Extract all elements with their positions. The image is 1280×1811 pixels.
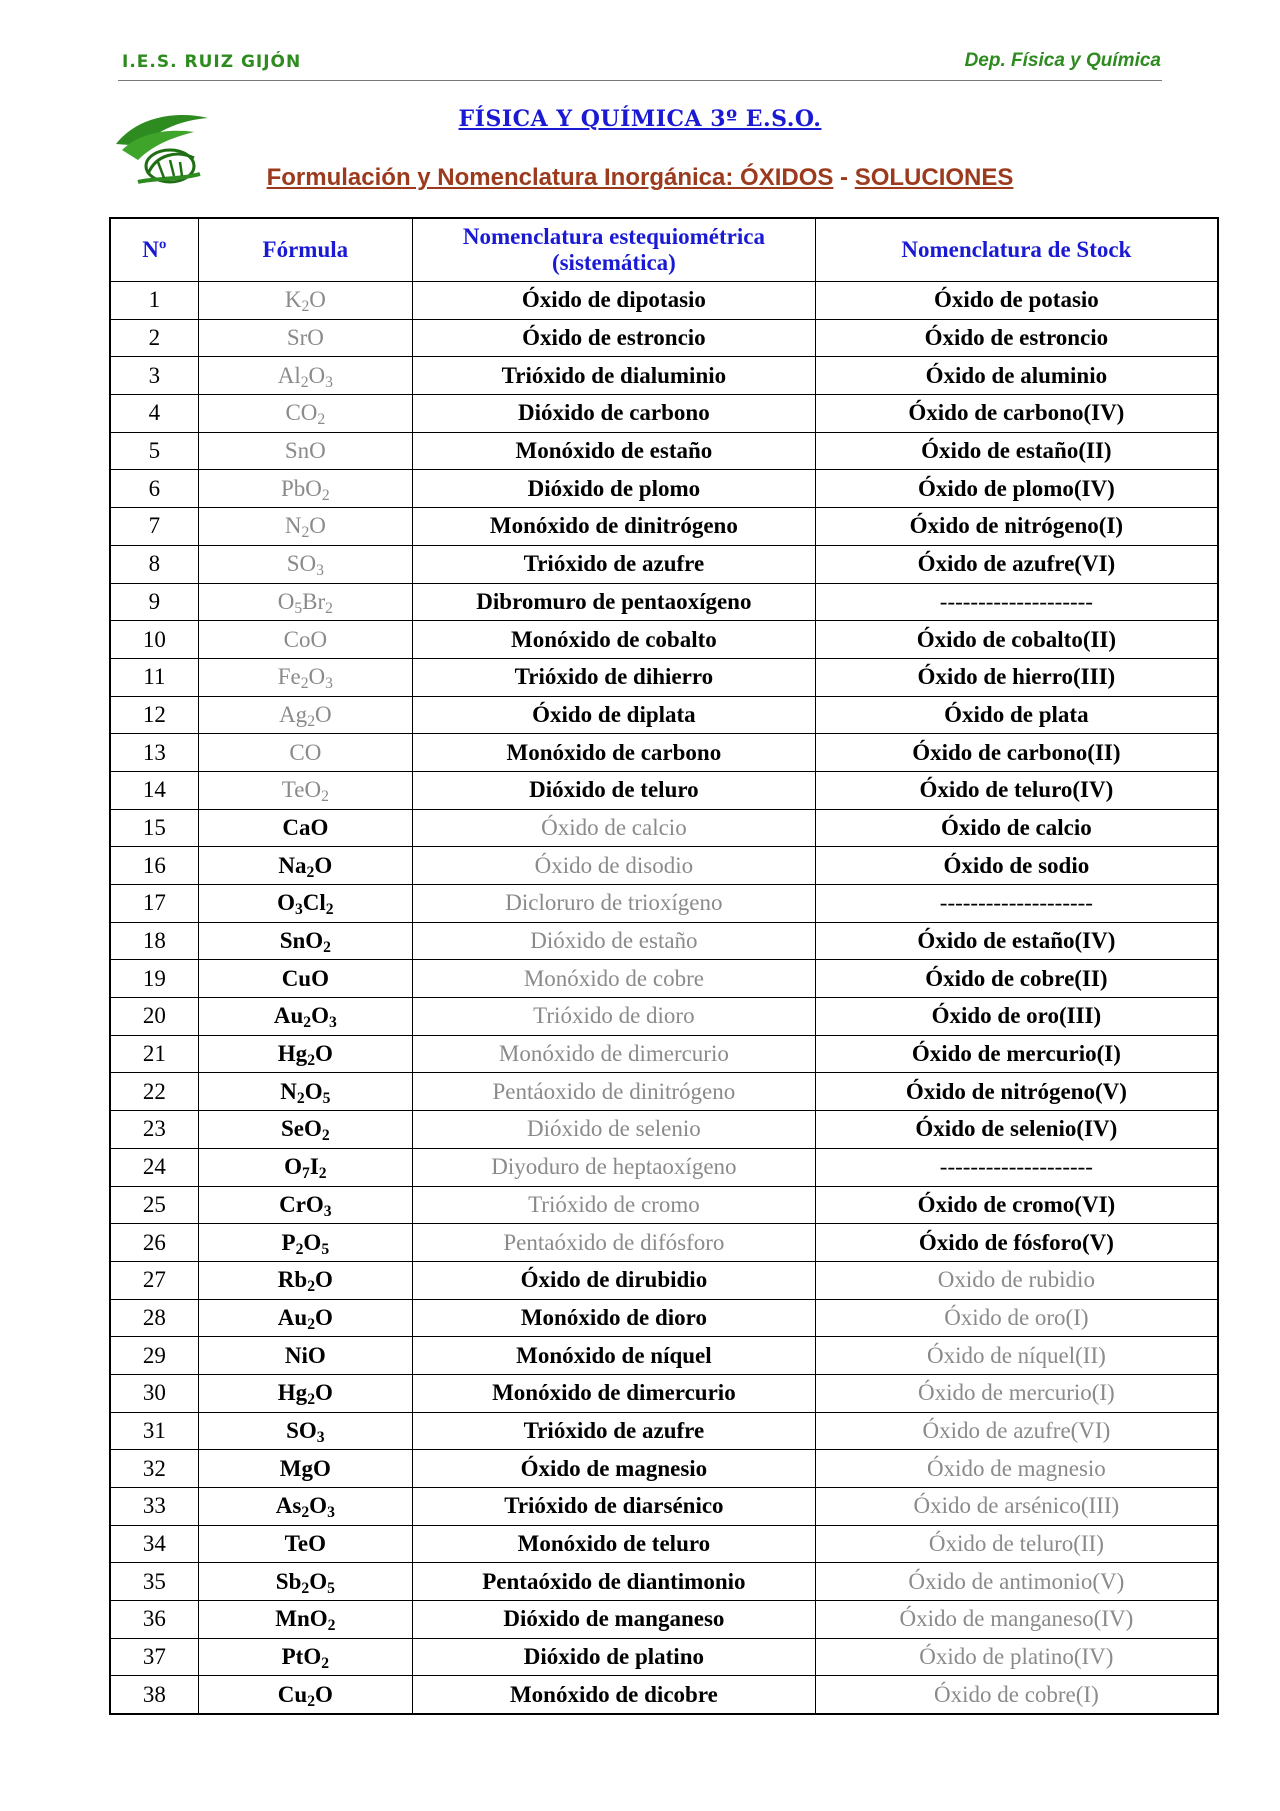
- row-systematic-name: Monóxido de carbono: [413, 734, 816, 772]
- row-formula: $As_2O_3$: [198, 1488, 412, 1526]
- row-systematic-name: Dióxido de estaño: [413, 922, 816, 960]
- row-stock-name: Oxido de rubidio: [815, 1261, 1218, 1299]
- row-number: 30: [110, 1374, 198, 1412]
- row-systematic-name: Monóxido de dioro: [413, 1299, 816, 1337]
- row-formula: $P_2O_5$: [198, 1224, 412, 1262]
- table-row: [110, 847, 1218, 885]
- row-number: 11: [110, 658, 198, 696]
- school-name: I.E.S. RUIZ GIJÓN: [122, 52, 302, 72]
- row-formula: CuO: [198, 960, 412, 998]
- row-stock-name: Óxido de azufre(VI): [815, 1412, 1218, 1450]
- table-row: [110, 885, 1218, 923]
- row-systematic-name: Dióxido de manganeso: [413, 1601, 816, 1639]
- row-stock-name: Óxido de magnesio: [815, 1450, 1218, 1488]
- table-row: [110, 1035, 1218, 1073]
- row-stock-name: Óxido de fósforo(V): [815, 1224, 1218, 1262]
- table-row: [110, 1525, 1218, 1563]
- row-systematic-name: Dióxido de selenio: [413, 1111, 816, 1149]
- row-formula: SnO: [198, 432, 412, 470]
- row-systematic-name: Dióxido de platino: [413, 1638, 816, 1676]
- row-stock-name: Óxido de oro(I): [815, 1299, 1218, 1337]
- row-systematic-name: Trióxido de azufre: [413, 1412, 816, 1450]
- row-formula: $K_2O$: [198, 282, 412, 320]
- header-formula: Fórmula: [198, 218, 412, 282]
- row-stock-name: Óxido de teluro(II): [815, 1525, 1218, 1563]
- row-systematic-name: Óxido de disodio: [413, 847, 816, 885]
- table-row: [110, 470, 1218, 508]
- table-row: [110, 922, 1218, 960]
- row-number: 5: [110, 432, 198, 470]
- row-formula: $N_2O$: [198, 508, 412, 546]
- row-systematic-name: Dióxido de plomo: [413, 470, 816, 508]
- row-systematic-name: Óxido de dipotasio: [413, 282, 816, 320]
- row-formula: $O_3Cl_2$: [198, 885, 412, 923]
- row-stock-name: Óxido de cobalto(II): [815, 621, 1218, 659]
- row-formula: NiO: [198, 1337, 412, 1375]
- row-number: 34: [110, 1525, 198, 1563]
- row-number: 32: [110, 1450, 198, 1488]
- row-stock-name: Óxido de platino(IV): [815, 1638, 1218, 1676]
- row-formula: CoO: [198, 621, 412, 659]
- table-row: [110, 1111, 1218, 1149]
- row-systematic-name: Óxido de diplata: [413, 696, 816, 734]
- row-formula: $O_5Br_2$: [198, 583, 412, 621]
- row-number: 21: [110, 1035, 198, 1073]
- row-formula: $CO_2$: [198, 395, 412, 433]
- row-formula: MgO: [198, 1450, 412, 1488]
- row-number: 18: [110, 922, 198, 960]
- subtitle-separator: -: [833, 164, 855, 191]
- row-formula: TeO$_2$: [198, 771, 412, 809]
- table-row: [110, 1186, 1218, 1224]
- row-stock-name: Óxido de selenio(IV): [815, 1111, 1218, 1149]
- header-number: Nº: [110, 218, 198, 282]
- row-systematic-name: Trióxido de dihierro: [413, 658, 816, 696]
- row-systematic-name: Trióxido de cromo: [413, 1186, 816, 1224]
- row-number: 20: [110, 998, 198, 1036]
- row-systematic-name: Óxido de dirubidio: [413, 1261, 816, 1299]
- table-row: [110, 1073, 1218, 1111]
- row-number: 35: [110, 1563, 198, 1601]
- row-stock-name: Óxido de potasio: [815, 282, 1218, 320]
- row-stock-name: Óxido de plata: [815, 696, 1218, 734]
- row-systematic-name: Dióxido de carbono: [413, 395, 816, 433]
- row-systematic-name: Monóxido de estaño: [413, 432, 816, 470]
- table-row: [110, 1676, 1218, 1714]
- row-number: 16: [110, 847, 198, 885]
- table-row: [110, 282, 1218, 320]
- table-row: [110, 1450, 1218, 1488]
- row-number: 7: [110, 508, 198, 546]
- row-formula: SnO$_2$: [198, 922, 412, 960]
- row-systematic-name: Monóxido de dicobre: [413, 1676, 816, 1714]
- row-number: 4: [110, 395, 198, 433]
- row-stock-name: Óxido de teluro(IV): [815, 771, 1218, 809]
- row-stock-name: Óxido de nitrógeno(V): [815, 1073, 1218, 1111]
- page-subtitle: [0, 164, 1280, 192]
- row-number: 15: [110, 809, 198, 847]
- table-row: [110, 1488, 1218, 1526]
- row-stock-name: Óxido de estaño(IV): [815, 922, 1218, 960]
- table-row: [110, 658, 1218, 696]
- row-stock-name: Óxido de nitrógeno(I): [815, 508, 1218, 546]
- row-number: 37: [110, 1638, 198, 1676]
- row-number: 10: [110, 621, 198, 659]
- table-row: [110, 1337, 1218, 1375]
- row-stock-name: Óxido de antimonio(V): [815, 1563, 1218, 1601]
- row-stock-name: Óxido de mercurio(I): [815, 1374, 1218, 1412]
- row-stock-name: Óxido de azufre(VI): [815, 545, 1218, 583]
- row-number: 12: [110, 696, 198, 734]
- table-row: [110, 1374, 1218, 1412]
- table-row: [110, 734, 1218, 772]
- row-number: 28: [110, 1299, 198, 1337]
- table-row: [110, 1148, 1218, 1186]
- row-stock-name: Óxido de estroncio: [815, 319, 1218, 357]
- row-number: 9: [110, 583, 198, 621]
- row-number: 36: [110, 1601, 198, 1639]
- table-row: [110, 1299, 1218, 1337]
- row-stock-name: Óxido de estaño(II): [815, 432, 1218, 470]
- row-systematic-name: Monóxido de cobre: [413, 960, 816, 998]
- table-row: [110, 1224, 1218, 1262]
- row-number: 1: [110, 282, 198, 320]
- row-number: 27: [110, 1261, 198, 1299]
- row-systematic-name: Monóxido de níquel: [413, 1337, 816, 1375]
- row-systematic-name: Óxido de magnesio: [413, 1450, 816, 1488]
- row-number: 22: [110, 1073, 198, 1111]
- row-systematic-name: Monóxido de cobalto: [413, 621, 816, 659]
- table-row: [110, 998, 1218, 1036]
- row-number: 13: [110, 734, 198, 772]
- row-number: 14: [110, 771, 198, 809]
- department-name: Dep. Física y Química: [964, 50, 1161, 71]
- table-row: [110, 960, 1218, 998]
- row-formula: $Fe_2O_3$: [198, 658, 412, 696]
- row-number: 3: [110, 357, 198, 395]
- row-formula: $Ag_2O$: [198, 696, 412, 734]
- row-formula: $N_2O_5$: [198, 1073, 412, 1111]
- row-formula: $Al_2O_3$: [198, 357, 412, 395]
- row-formula: $O_7I_2$: [198, 1148, 412, 1186]
- row-systematic-name: Trióxido de azufre: [413, 545, 816, 583]
- table-row: [110, 357, 1218, 395]
- row-stock-name: Óxido de carbono(II): [815, 734, 1218, 772]
- row-systematic-name: Monóxido de dimercurio: [413, 1035, 816, 1073]
- table-row: [110, 1412, 1218, 1450]
- row-systematic-name: Dibromuro de pentaoxígeno: [413, 583, 816, 621]
- row-stock-name: --------------------: [815, 1148, 1218, 1186]
- row-systematic-name: Pentaóxido de diantimonio: [413, 1563, 816, 1601]
- row-systematic-name: Trióxido de dioro: [413, 998, 816, 1036]
- row-formula: CrO$_3$: [198, 1186, 412, 1224]
- row-formula: CO: [198, 734, 412, 772]
- row-systematic-name: Óxido de calcio: [413, 809, 816, 847]
- row-formula: $Na_2O$: [198, 847, 412, 885]
- row-number: 6: [110, 470, 198, 508]
- table-header-row: [110, 218, 1218, 282]
- table-row: [110, 621, 1218, 659]
- row-stock-name: --------------------: [815, 583, 1218, 621]
- row-formula: PbO$_2$: [198, 470, 412, 508]
- row-systematic-name: Trióxido de diarsénico: [413, 1488, 816, 1526]
- row-formula: PtO$_2$: [198, 1638, 412, 1676]
- row-formula: $Rb_2O$: [198, 1261, 412, 1299]
- subtitle-main: Formulación y Nomenclatura Inorgánica: ÓXIDOS: [266, 164, 834, 191]
- header-stock: Nomenclatura de Stock: [815, 218, 1218, 282]
- header-systematic: Nomenclatura estequiométrica (sistemática): [413, 218, 816, 282]
- header-divider: [118, 80, 1162, 81]
- row-systematic-name: Pentaóxido de difósforo: [413, 1224, 816, 1262]
- row-formula: SeO$_2$: [198, 1111, 412, 1149]
- row-number: 25: [110, 1186, 198, 1224]
- row-systematic-name: Dicloruro de trioxígeno: [413, 885, 816, 923]
- table-row: [110, 583, 1218, 621]
- subtitle-solutions: SOLUCIONES: [854, 164, 1014, 191]
- row-formula: $Au_2O_3$: [198, 998, 412, 1036]
- table-row: [110, 696, 1218, 734]
- row-formula: TeO: [198, 1525, 412, 1563]
- row-stock-name: Óxido de cromo(VI): [815, 1186, 1218, 1224]
- row-formula: $Au_2O$: [198, 1299, 412, 1337]
- row-systematic-name: Monóxido de dimercurio: [413, 1374, 816, 1412]
- table-row: [110, 432, 1218, 470]
- row-systematic-name: Pentáoxido de dinitrógeno: [413, 1073, 816, 1111]
- row-number: 26: [110, 1224, 198, 1262]
- row-stock-name: Óxido de níquel(II): [815, 1337, 1218, 1375]
- row-systematic-name: Monóxido de teluro: [413, 1525, 816, 1563]
- row-formula: $SO_3$: [198, 545, 412, 583]
- row-formula: $Sb_2O_5$: [198, 1563, 412, 1601]
- row-systematic-name: Óxido de estroncio: [413, 319, 816, 357]
- row-systematic-name: Trióxido de dialuminio: [413, 357, 816, 395]
- table-row: [110, 1601, 1218, 1639]
- row-number: 19: [110, 960, 198, 998]
- row-systematic-name: Monóxido de dinitrógeno: [413, 508, 816, 546]
- row-stock-name: Óxido de mercurio(I): [815, 1035, 1218, 1073]
- row-stock-name: Óxido de cobre(I): [815, 1676, 1218, 1714]
- row-systematic-name: Diyoduro de heptaoxígeno: [413, 1148, 816, 1186]
- row-stock-name: --------------------: [815, 885, 1218, 923]
- row-number: 24: [110, 1148, 198, 1186]
- row-number: 38: [110, 1676, 198, 1714]
- row-stock-name: Óxido de cobre(II): [815, 960, 1218, 998]
- row-number: 8: [110, 545, 198, 583]
- row-stock-name: Óxido de plomo(IV): [815, 470, 1218, 508]
- row-formula: $SO_3$: [198, 1412, 412, 1450]
- row-formula: SrO: [198, 319, 412, 357]
- row-number: 17: [110, 885, 198, 923]
- table-row: [110, 395, 1218, 433]
- row-number: 29: [110, 1337, 198, 1375]
- row-formula: $Hg_2O$: [198, 1374, 412, 1412]
- row-stock-name: Óxido de arsénico(III): [815, 1488, 1218, 1526]
- table-row: [110, 319, 1218, 357]
- row-systematic-name: Dióxido de teluro: [413, 771, 816, 809]
- row-formula: $Hg_2O$: [198, 1035, 412, 1073]
- row-stock-name: Óxido de sodio: [815, 847, 1218, 885]
- oxides-table: [109, 217, 1219, 1715]
- table-row: [110, 1638, 1218, 1676]
- row-stock-name: Óxido de calcio: [815, 809, 1218, 847]
- row-number: 31: [110, 1412, 198, 1450]
- row-number: 2: [110, 319, 198, 357]
- table-row: [110, 508, 1218, 546]
- row-number: 23: [110, 1111, 198, 1149]
- row-stock-name: Óxido de manganeso(IV): [815, 1601, 1218, 1639]
- table-row: [110, 1563, 1218, 1601]
- row-stock-name: Óxido de carbono(IV): [815, 395, 1218, 433]
- row-number: 33: [110, 1488, 198, 1526]
- table-row: [110, 1261, 1218, 1299]
- row-stock-name: Óxido de oro(III): [815, 998, 1218, 1036]
- table-row: [110, 771, 1218, 809]
- row-formula: CaO: [198, 809, 412, 847]
- row-stock-name: Óxido de aluminio: [815, 357, 1218, 395]
- page-title: FÍSICA Y QUÍMICA 3º E.S.O.: [458, 106, 822, 132]
- table-row: [110, 809, 1218, 847]
- table-row: [110, 545, 1218, 583]
- row-stock-name: Óxido de hierro(III): [815, 658, 1218, 696]
- row-formula: $Cu_2O$: [198, 1676, 412, 1714]
- row-formula: MnO$_2$: [198, 1601, 412, 1639]
